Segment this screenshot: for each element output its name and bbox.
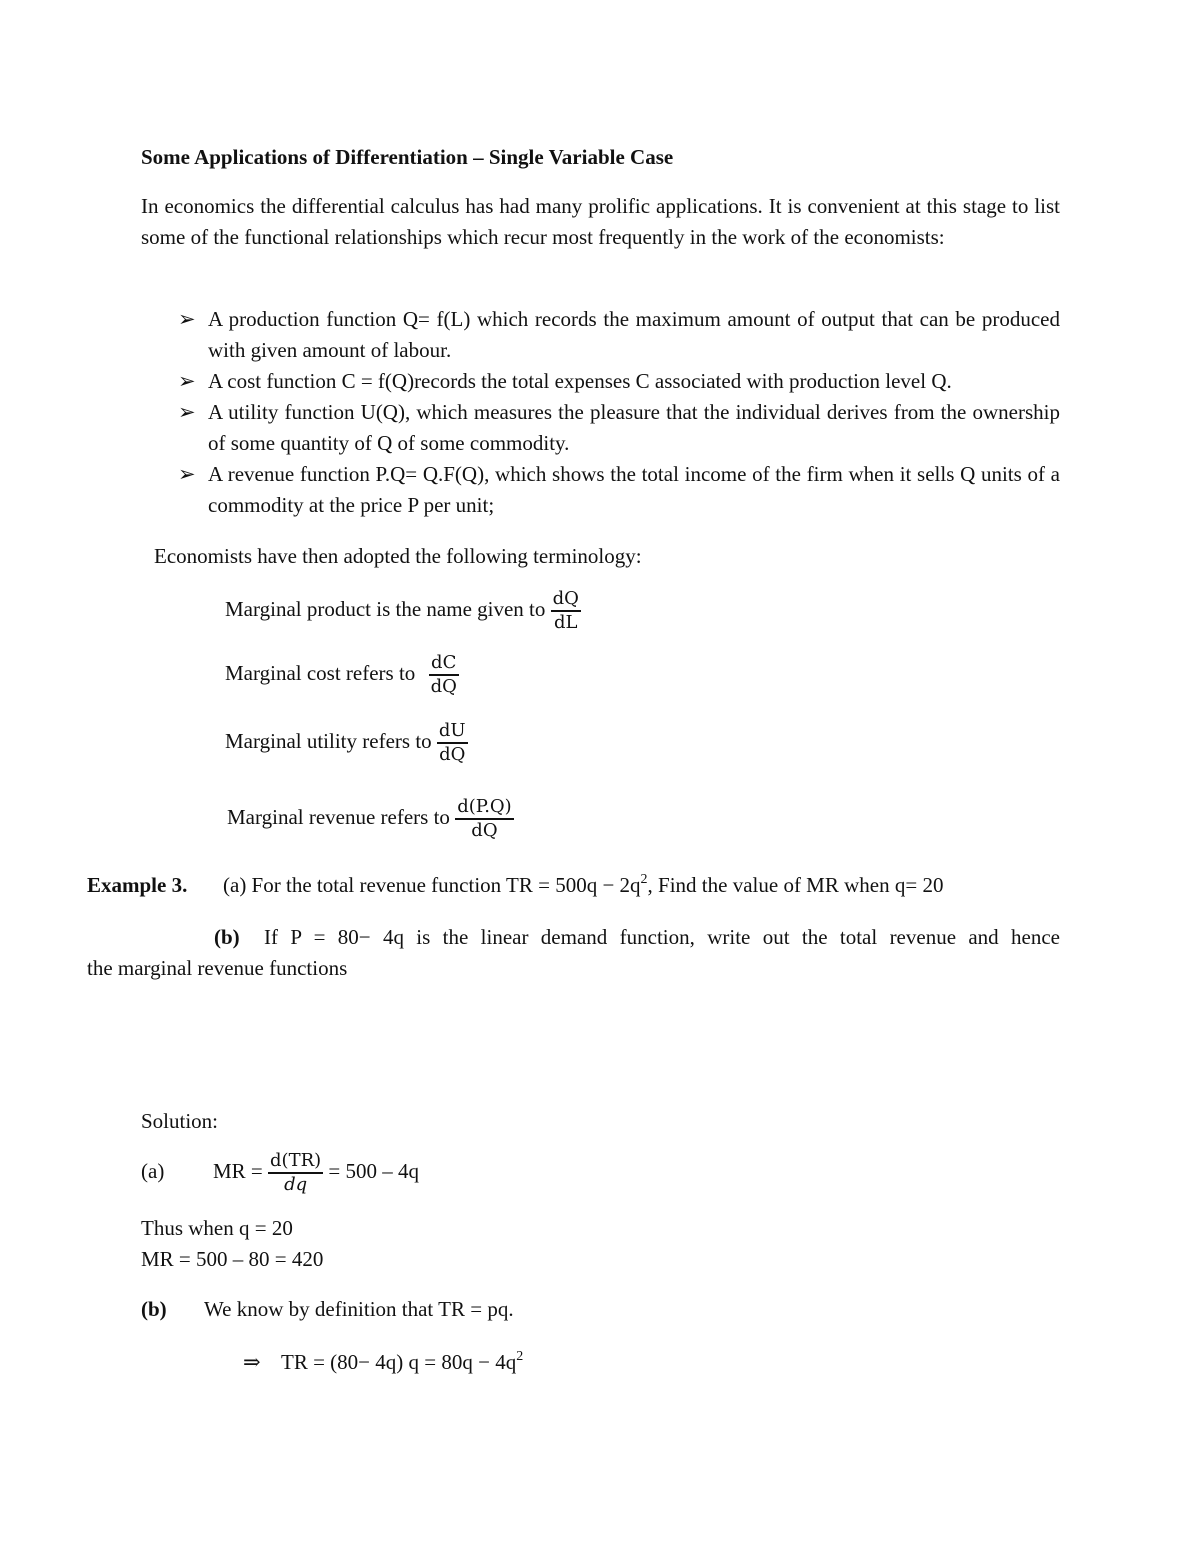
example-part-b-line xyxy=(87,922,1060,953)
fraction xyxy=(268,1150,323,1196)
mr-lhs: MR = xyxy=(213,1158,263,1183)
list-item xyxy=(178,397,1060,459)
mr-rhs: = 500 – 4q xyxy=(328,1158,420,1183)
fraction xyxy=(429,652,459,698)
solution-heading: Solution: xyxy=(141,1109,219,1133)
fraction-denominator: dL xyxy=(554,612,578,633)
mr-result: MR = 500 – 80 = 420 xyxy=(141,1247,324,1271)
part-b-label: (b) xyxy=(214,925,240,949)
bullet-arrow-icon: ➢ xyxy=(178,400,196,424)
solution-a-label: (a) xyxy=(141,1158,165,1183)
part-b-continuation: the marginal revenue functions xyxy=(87,956,348,980)
list-item xyxy=(178,366,1060,397)
solution-b-label: (b) xyxy=(141,1297,167,1321)
fraction-denominator: dQ xyxy=(471,820,498,841)
fraction xyxy=(437,720,468,766)
implies-arrow-icon: ⇒ xyxy=(243,1350,261,1374)
example-part-b xyxy=(87,922,1060,984)
bullet-text: A revenue function P.Q= Q.F(Q), which shows the total income of the firm when it sells Q units of a commodity at the price P per unit; xyxy=(208,462,1060,517)
term-marginal-cost xyxy=(225,652,459,698)
fraction-numerator: d(TR) xyxy=(268,1150,323,1174)
solution-a-equation xyxy=(141,1150,419,1196)
fraction-numerator: d(P.Q) xyxy=(455,796,514,820)
fraction xyxy=(551,588,581,634)
term-marginal-product xyxy=(225,588,581,634)
exponent: 2 xyxy=(640,872,648,887)
fraction-denominator: dq xyxy=(284,1174,308,1195)
term-label: Marginal revenue refers to xyxy=(227,804,450,829)
terminology-intro: Economists have then adopted the following terminology: xyxy=(154,544,642,568)
thus-line: Thus when q = 20 xyxy=(141,1216,293,1240)
tr-equation xyxy=(243,1347,523,1378)
fraction xyxy=(455,796,514,842)
page-title: Some Applications of Differentiation – Single Variable Case xyxy=(141,145,674,169)
part-b-text: If P = 80− 4q is the linear demand function, write out the total revenue and hence xyxy=(264,925,1060,949)
solution-b-line xyxy=(141,1294,514,1325)
solution-b-text: We know by definition that TR = pq. xyxy=(204,1297,514,1321)
term-marginal-utility xyxy=(225,720,468,766)
tr-expression: TR = (80− 4q) q = 80q − 4q xyxy=(281,1350,517,1374)
fraction-denominator: dQ xyxy=(439,744,466,765)
list-item xyxy=(178,459,1060,521)
term-label: Marginal cost refers to xyxy=(225,660,416,685)
example-part-a xyxy=(87,870,943,901)
term-marginal-revenue xyxy=(227,796,514,842)
bullet-list xyxy=(178,304,1060,521)
example-part-a-tail: , Find the value of MR when q= 20 xyxy=(647,873,944,897)
exponent: 2 xyxy=(516,1349,524,1364)
bullet-text: A utility function U(Q), which measures the pleasure that the individual derives from the ownership of some quantity of Q of some commodity. xyxy=(208,400,1060,455)
intro-paragraph: In economics the differential calculus has had many prolific applications. It is convenient at this stage to list some of the functional relationships which recur most frequently in the work of the economists: xyxy=(141,194,1060,249)
bullet-text: A cost function C = f(Q)records the total expenses C associated with production level Q. xyxy=(208,369,952,393)
bullet-arrow-icon: ➢ xyxy=(178,369,196,393)
fraction-numerator: dC xyxy=(429,652,459,676)
example-label: Example 3. xyxy=(87,873,188,897)
example-part-a-text: (a) For the total revenue function TR = 500q − 2q xyxy=(223,873,641,897)
term-label: Marginal product is the name given to xyxy=(225,596,546,621)
fraction-numerator: dQ xyxy=(551,588,581,612)
bullet-arrow-icon: ➢ xyxy=(178,462,196,486)
term-label: Marginal utility refers to xyxy=(225,728,432,753)
bullet-text: A production function Q= f(L) which records the maximum amount of output that can be produced with given amount of labour. xyxy=(208,307,1060,362)
bullet-arrow-icon: ➢ xyxy=(178,307,196,331)
list-item xyxy=(178,304,1060,366)
fraction-denominator: dQ xyxy=(430,676,457,697)
fraction-numerator: dU xyxy=(437,720,468,744)
